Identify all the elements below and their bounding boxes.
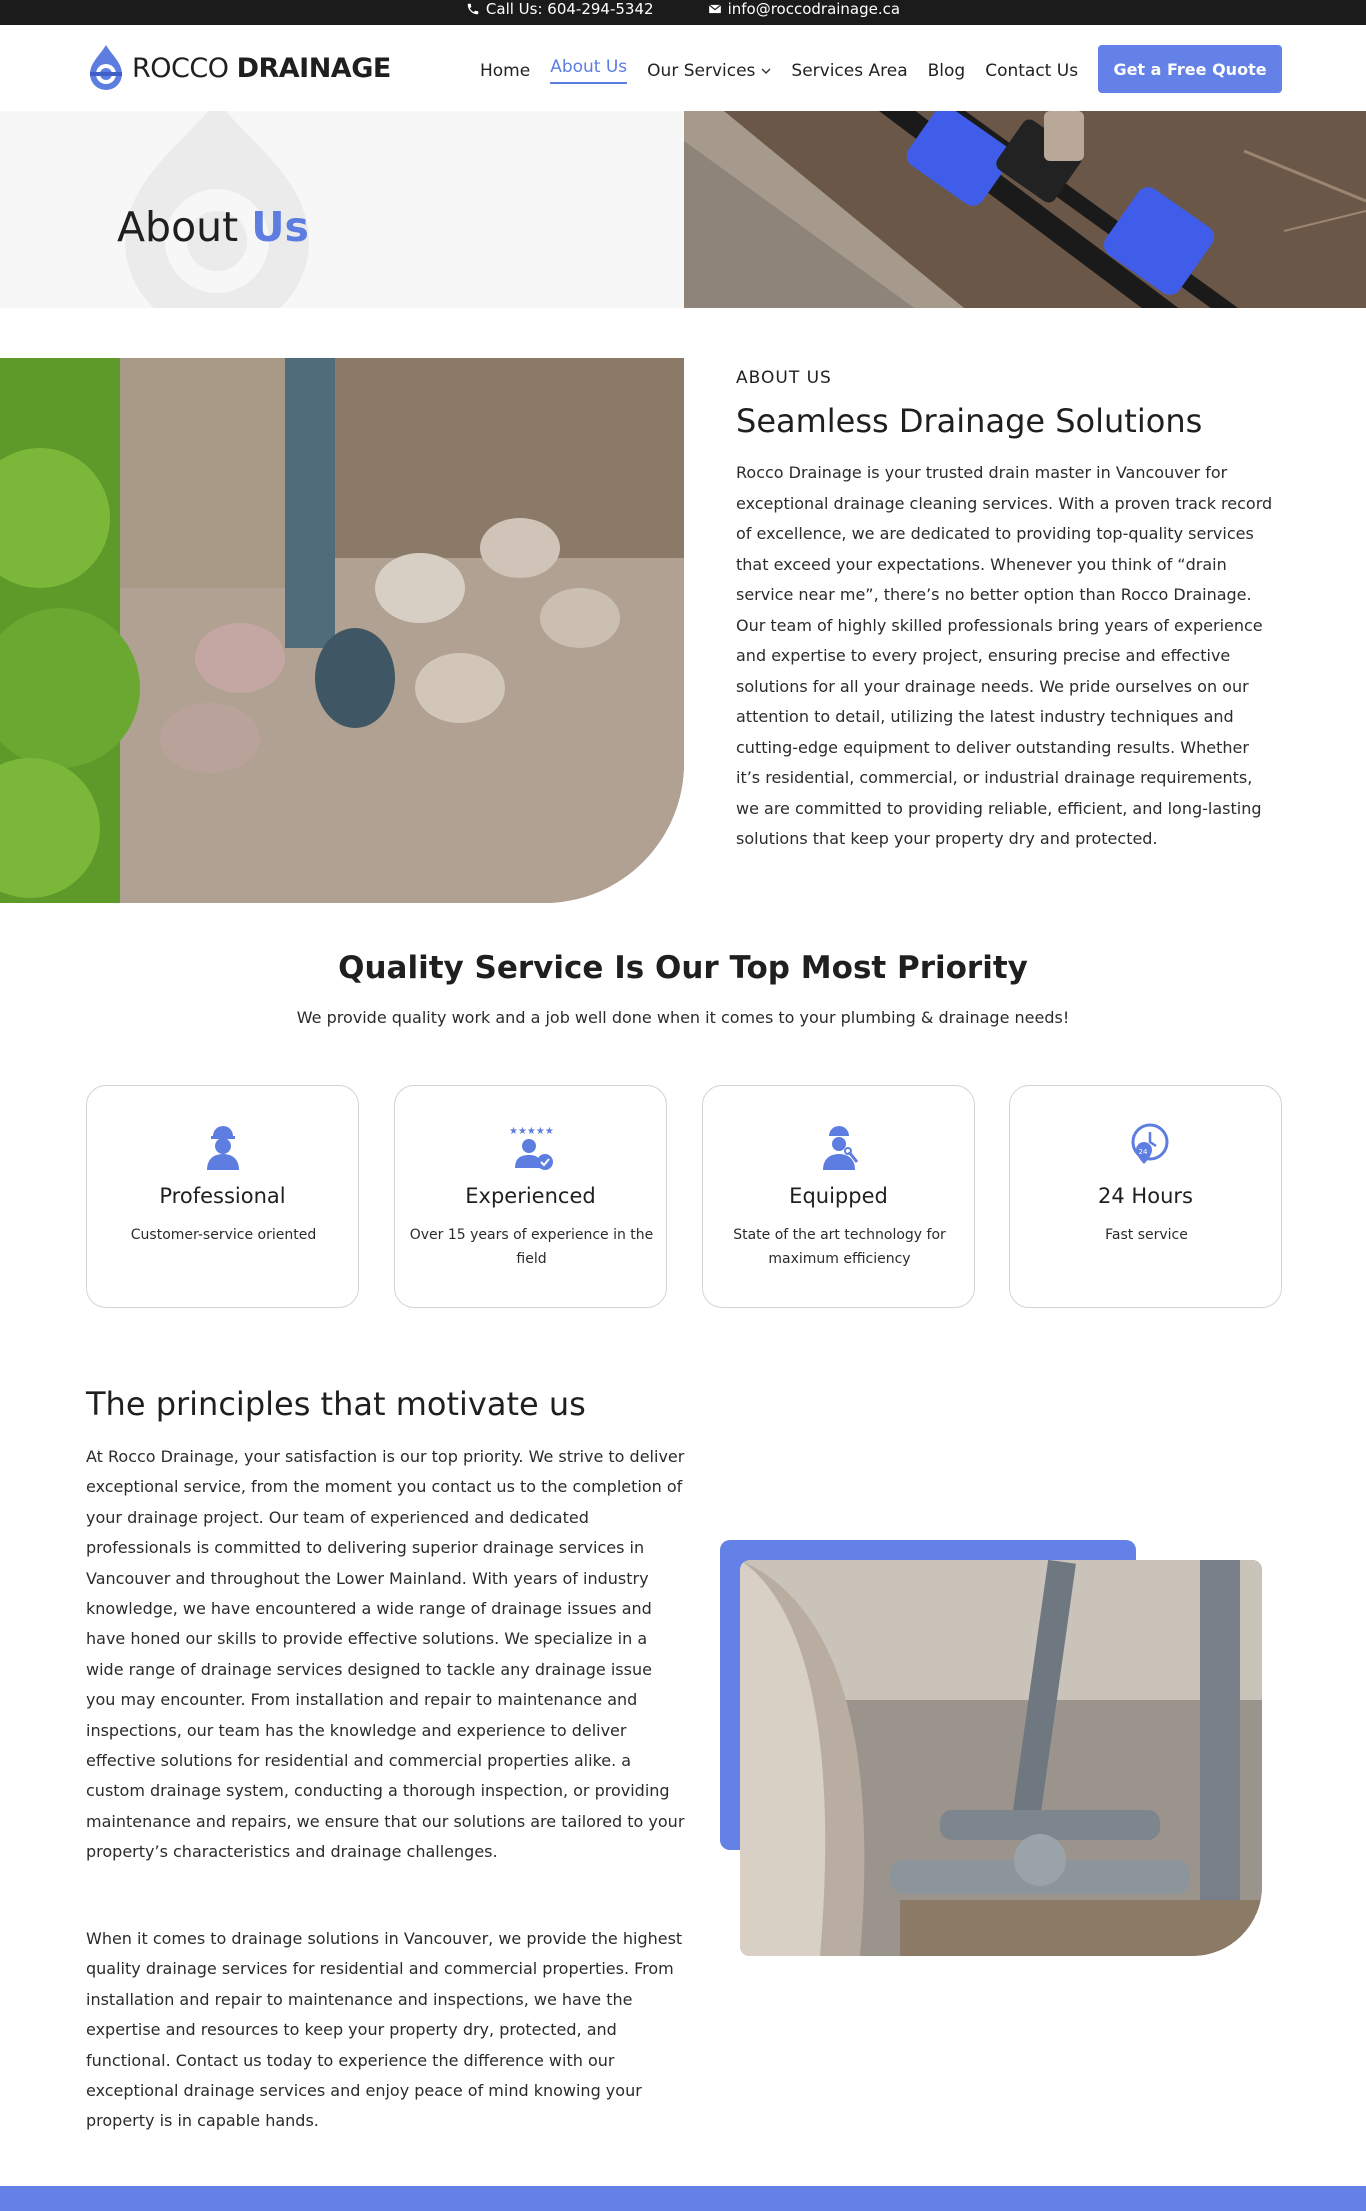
chevron-down-icon	[761, 66, 771, 76]
feature-card-professional	[86, 1085, 359, 1308]
feature-card-text: Customer-service oriented	[130, 1227, 317, 1243]
page-title-accent: Us	[251, 203, 309, 251]
email-link[interactable]	[708, 0, 901, 18]
site-header	[0, 25, 1366, 111]
feature-card-text: Fast service	[1105, 1227, 1188, 1243]
main-nav	[480, 57, 1098, 84]
nav-area-label: Services Area	[791, 60, 908, 81]
svg-text:24: 24	[1138, 1148, 1148, 1156]
feature-card-title: Equipped	[789, 1184, 888, 1208]
feature-card-experienced	[394, 1085, 667, 1308]
principles-body-1: At Rocco Drainage, your satisfaction is our top priority. We strive to deliver exceptional service, from the moment you contact us to the completion of your drainage project. Our team of experienced and dedicated professionals is committed to delivering superior drainage services in Vancouver and throughout the Lower Mainland. With years of industry knowledge, we have encountered a wide range of drainage issues and have honed our skills to provide effective solutions. We specialize in a wide range of drainage services designed to tackle any drainage issue you may encounter. From installation and repair to maintenance and inspections, our team has the knowledge and experience to deliver effective solutions for residential and commercial properties alike. a custom drainage system, conducting a thorough inspection, or providing maintenance and repairs, we ensure that our solutions are tailored to your property’s characteristics and drainage challenges.	[86, 1447, 685, 1862]
nav-our-services[interactable]	[647, 57, 771, 84]
feature-card-24-hours	[1009, 1085, 1282, 1308]
pipes-image	[740, 1560, 1262, 1956]
phone-text: Call Us: 604-294-5342	[485, 0, 654, 18]
feature-card-text: Over 15 years of experience in the field	[409, 1227, 654, 1267]
pipes-photo	[740, 1560, 1262, 1956]
get-free-quote-button[interactable]: Get a Free Quote	[1098, 45, 1282, 93]
drop-gear-logo-icon	[86, 43, 126, 93]
nav-home[interactable]	[480, 57, 530, 84]
phone-icon	[466, 2, 480, 16]
quality-heading: Quality Service Is Our Top Most Priority	[338, 950, 1028, 986]
nav-contact-us[interactable]	[985, 57, 1078, 84]
clock-24-icon	[1122, 1122, 1170, 1172]
nav-about-us[interactable]	[550, 57, 627, 84]
nav-about-label: About Us	[550, 57, 628, 77]
nav-blog[interactable]	[928, 57, 966, 84]
nav-services-label: Our Services	[647, 60, 756, 81]
logo-text	[132, 53, 391, 84]
email-text: info@roccodrainage.ca	[727, 0, 901, 18]
top-contact-bar	[0, 0, 1366, 25]
phone-link[interactable]	[466, 0, 654, 18]
pipe-fitting-photo	[684, 111, 1366, 308]
nav-home-label: Home	[480, 60, 531, 81]
nav-blog-label: Blog	[927, 60, 966, 81]
page-title-plain: About	[117, 203, 252, 251]
principles-body-2: When it comes to drainage solutions in Vancouver, we provide the highest quality drainage services for residential and commercial properties. From installation and repair to maintenance and inspections, we have the expertise and resources to keep your property dry, protected, and functional. Contact us today to experience the difference with our exceptional drainage services and enjoy peace of mind knowing your property is in capable hands.	[86, 1929, 683, 2131]
svg-text:★★★★★: ★★★★★	[509, 1126, 554, 1137]
about-body-text: Rocco Drainage is your trusted drain master in Vancouver for exceptional drainage cleaning services. With a proven track record of excellence, we are dedicated to providing top-quality services that exceed your expectations. Whenever you think of “drain service near me”, there’s no better option than Rocco Drainage. Our team of highly skilled professionals bring years of experience and expertise to every project, ensuring precise and effective solutions for all your drainage needs. We pride ourselves on our attention to detail, utilizing the latest industry techniques and cutting-edge equipment to deliver outstanding results. Whether it’s residential, commercial, or industrial drainage requirements, we are committed to providing reliable, efficient, and long-lasting solutions that keep your property dry and protected.	[736, 463, 1273, 848]
technician-icon	[815, 1122, 863, 1172]
feature-card-title: Experienced	[465, 1184, 596, 1208]
feature-card-title: 24 Hours	[1098, 1184, 1193, 1208]
worker-icon	[199, 1122, 247, 1172]
page-hero	[0, 111, 1366, 308]
page-title	[117, 203, 309, 251]
downspout-image	[0, 358, 684, 903]
about-eyebrow: ABOUT US	[736, 368, 832, 388]
nav-services-area[interactable]	[791, 57, 907, 84]
logo-text-bold: DRAINAGE	[236, 52, 391, 84]
principles-heading: The principles that motivate us	[86, 1385, 586, 1423]
nav-contact-label: Contact Us	[985, 60, 1079, 81]
feature-card-text: State of the art technology for maximum efficiency	[733, 1227, 946, 1267]
quality-subtitle: We provide quality work and a job well done when it comes to your plumbing & drainage needs!	[296, 1008, 1070, 1027]
site-logo[interactable]	[86, 43, 391, 93]
feature-card-equipped	[702, 1085, 975, 1308]
footer-band	[0, 2186, 1366, 2211]
hero-pipe-image	[684, 111, 1366, 308]
about-heading: Seamless Drainage Solutions	[736, 402, 1203, 440]
feature-card-title: Professional	[159, 1184, 286, 1208]
downspout-photo	[0, 358, 684, 903]
rated-expert-icon	[507, 1122, 555, 1172]
logo-text-light: ROCCO	[132, 52, 237, 84]
envelope-icon	[708, 2, 722, 16]
